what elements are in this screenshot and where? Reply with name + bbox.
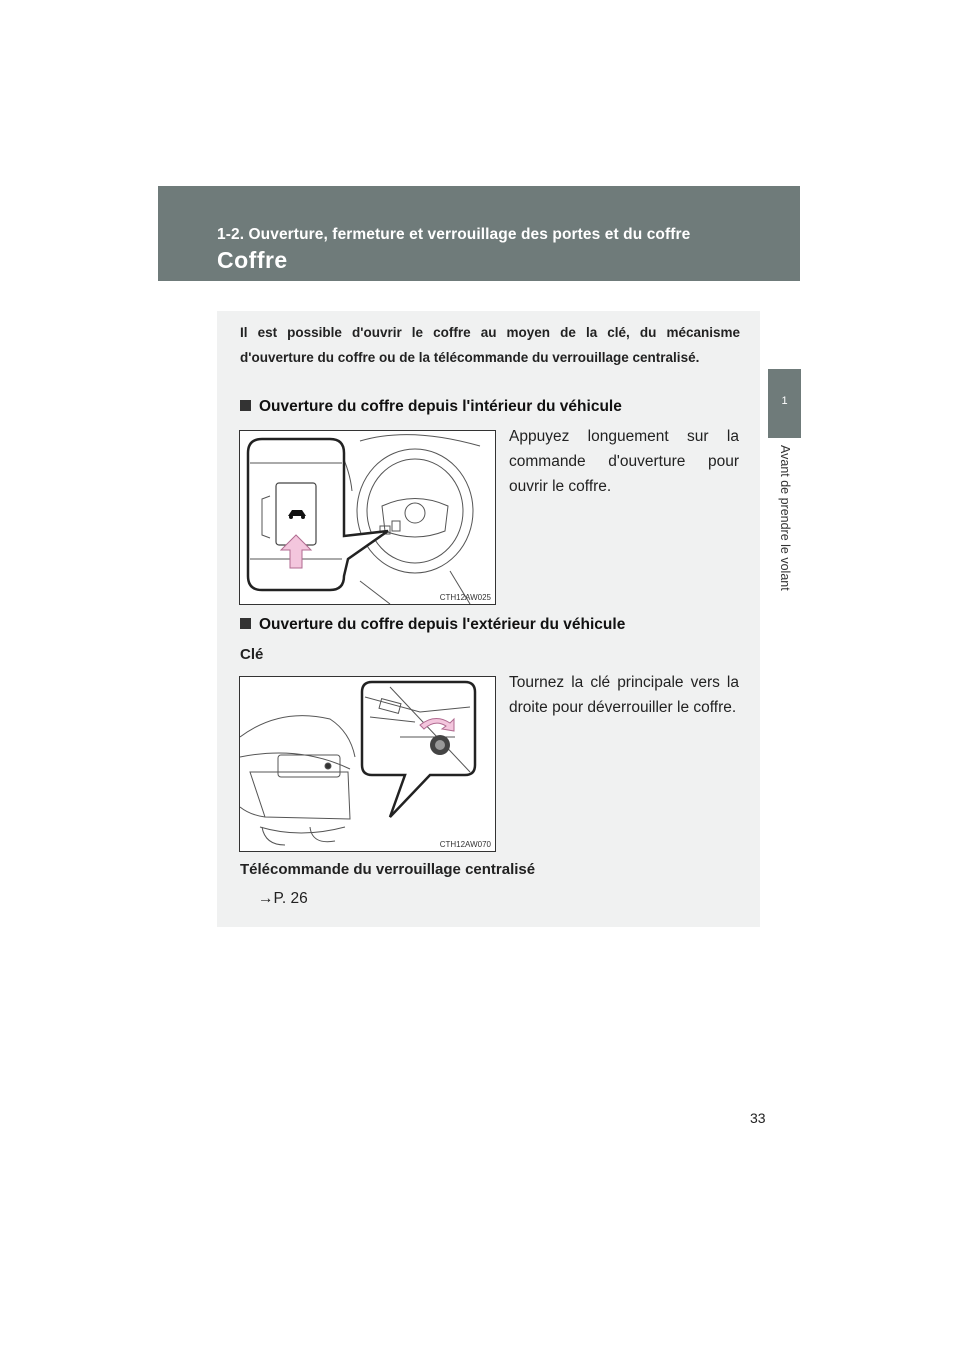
interior-illustration [239, 430, 496, 605]
interior-heading [240, 398, 622, 416]
page-number: 33 [750, 1110, 766, 1126]
page-reference-link[interactable]: →P. 26 [258, 890, 308, 907]
figure-code: CTH12AW070 [439, 840, 491, 849]
interior-heading-text: Ouverture du coffre depuis l'intérieur du véhicule [259, 398, 622, 415]
square-bullet-icon [240, 618, 251, 629]
exterior-instruction: Tournez la clé principale vers la droite pour déverrouiller le coffre. [509, 674, 739, 716]
key-subheading: Clé [240, 646, 264, 663]
square-bullet-icon [240, 400, 251, 411]
remote-subheading: Télécommande du verrouillage centralisé [240, 861, 536, 878]
chapter-tab [768, 369, 801, 438]
figure-code: CTH12AW025 [439, 593, 491, 602]
interior-instruction: Appuyez longuement sur la commande d'ouverture pour ouvrir le coffre. [509, 428, 739, 495]
chapter-side-label [765, 445, 805, 625]
page-title: Coffre [217, 247, 288, 273]
intro-paragraph: Il est possible d'ouvrir le coffre au moyen de la clé, du mécanisme d'ouverture du coffre ou de la télécommande du verrouillage centralisé. [240, 325, 740, 365]
exterior-illustration [239, 676, 496, 852]
dashboard-trunk-opener-drawing [240, 431, 495, 604]
chapter-side-label-text: Avant de prendre le volant [778, 445, 792, 591]
exterior-heading [240, 616, 625, 634]
exterior-heading-text: Ouverture du coffre depuis l'extérieur du véhicule [259, 616, 626, 633]
trunk-key-cylinder-drawing [240, 677, 495, 851]
section-heading: 1-2. Ouverture, fermeture et verrouillage des portes et du coffre [217, 226, 691, 243]
chapter-number: 1 [781, 395, 788, 407]
